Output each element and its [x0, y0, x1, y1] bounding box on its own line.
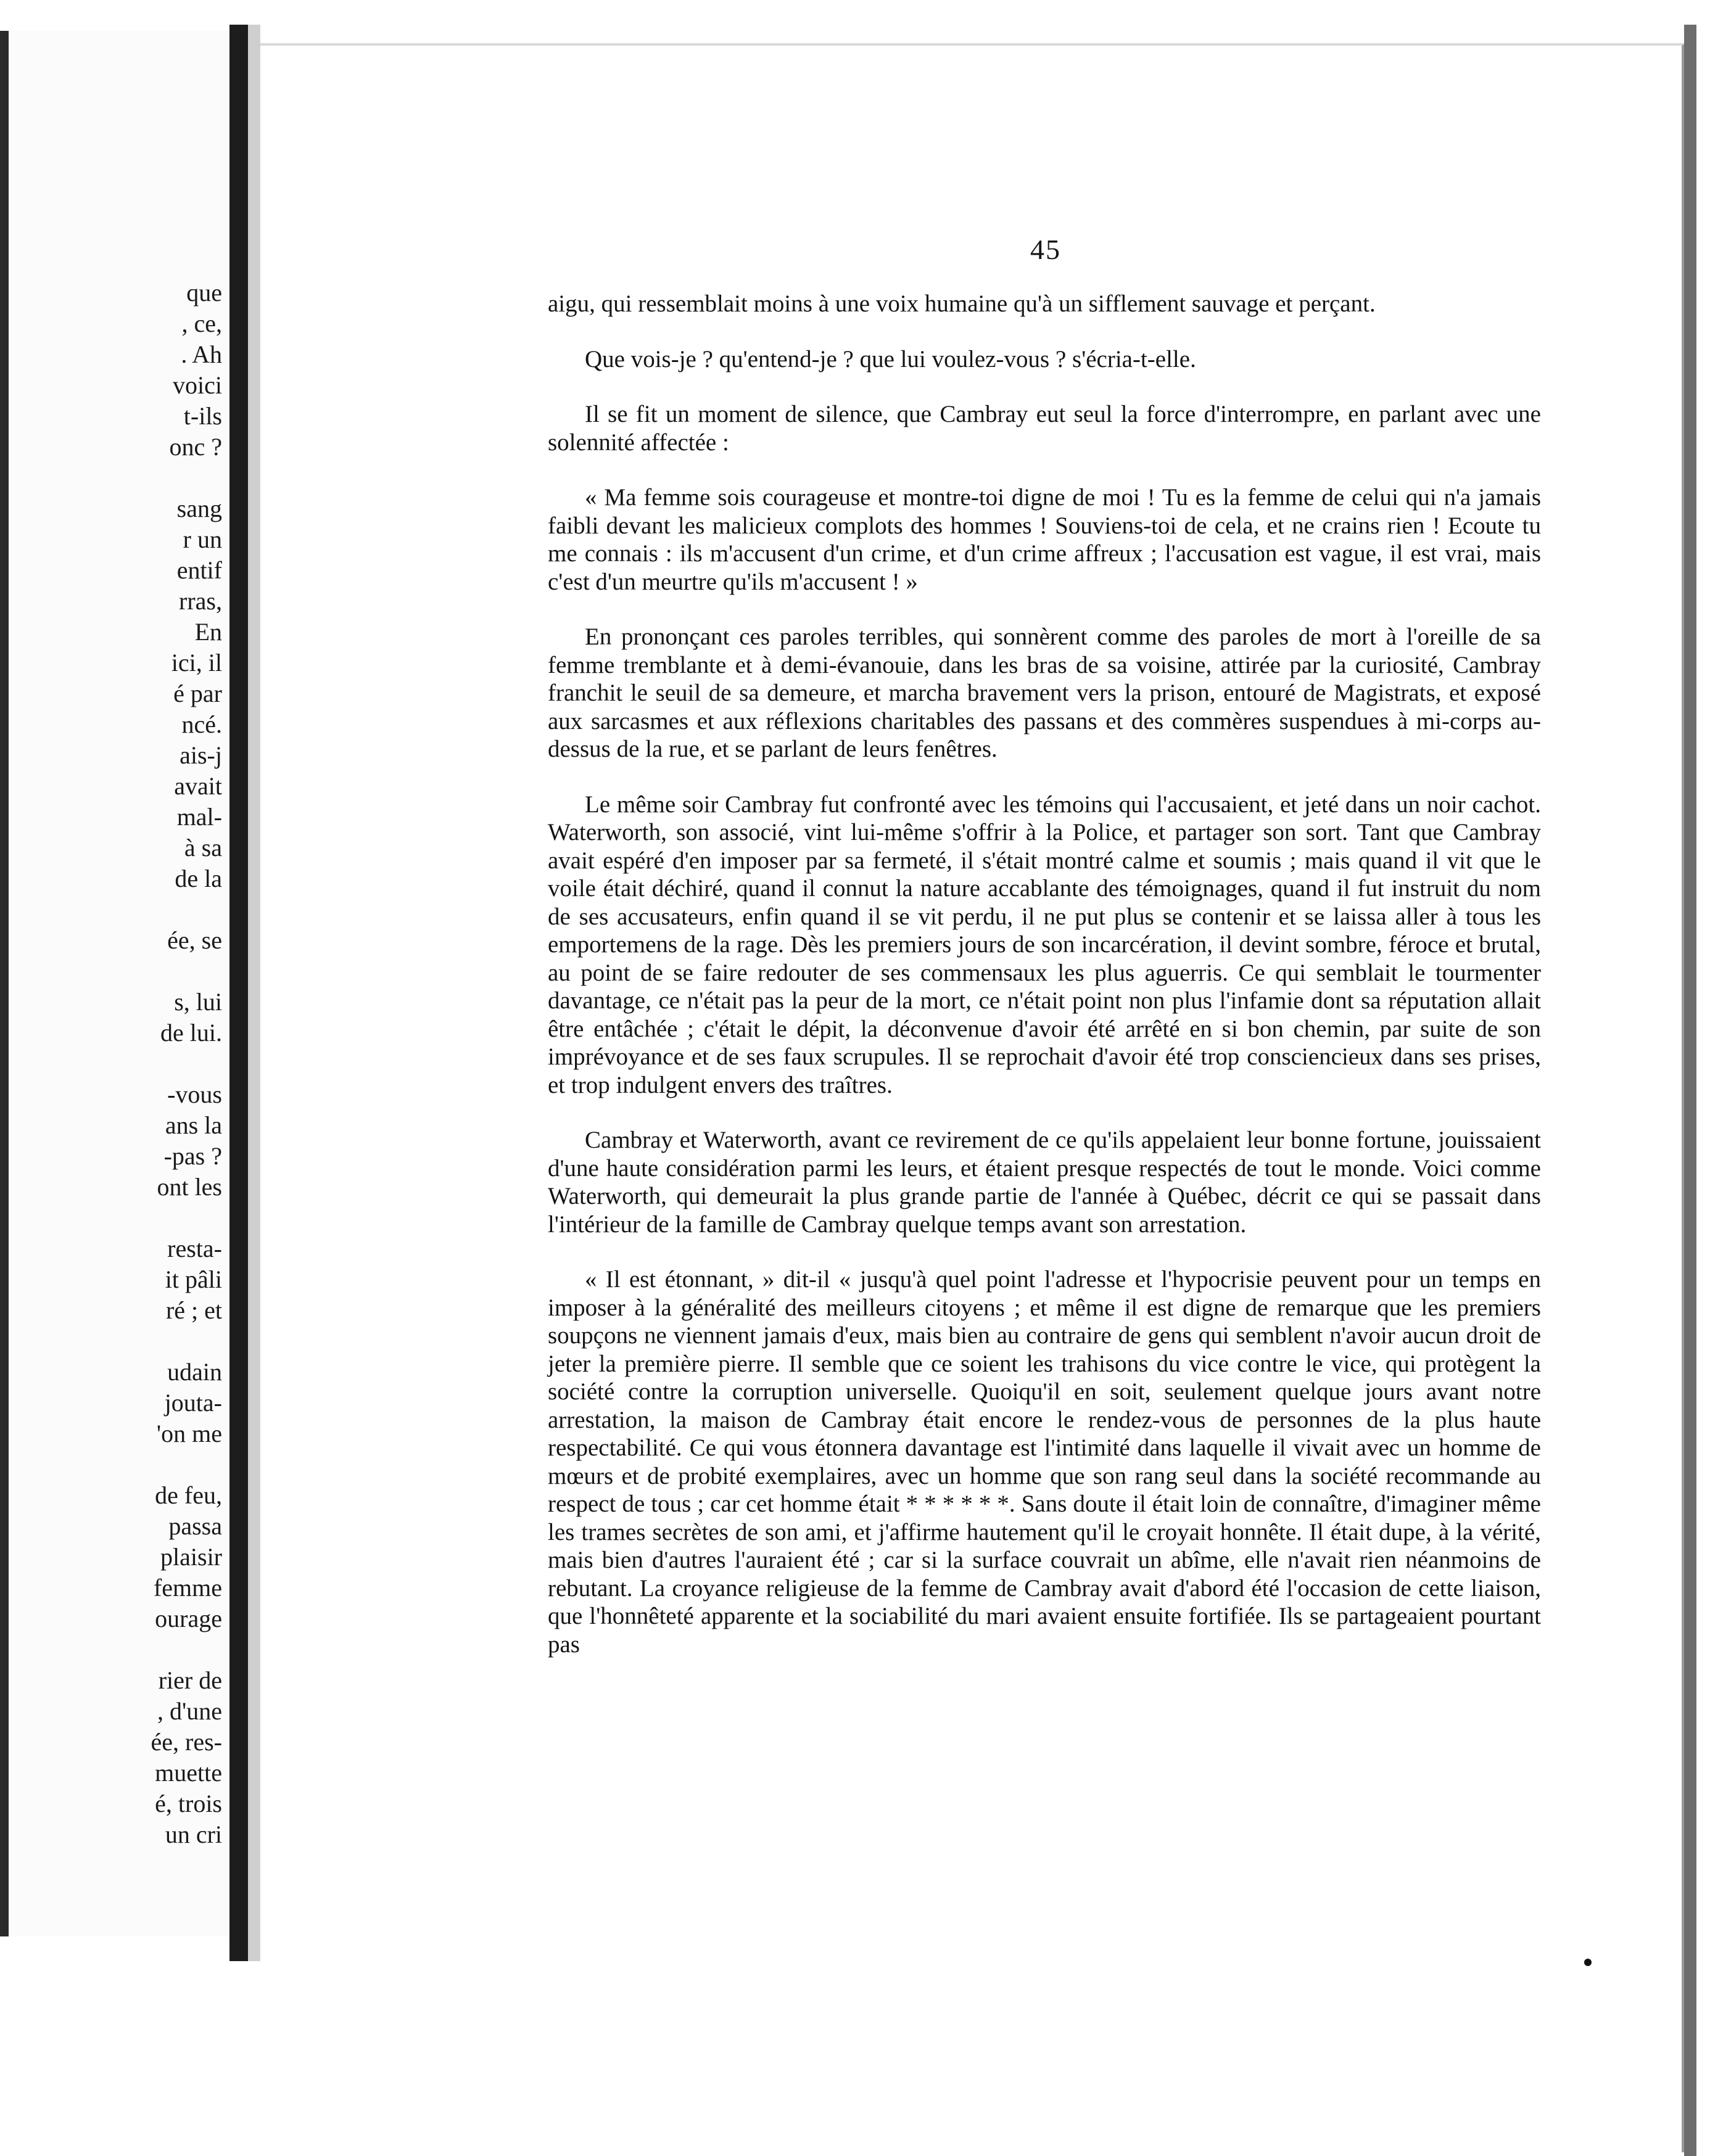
paragraph: « Il est étonnant, » dit-il « jusqu'à quel point l'adresse et l'hypocrisie peuvent pour un temps en imposer à la généralité des meilleurs citoyens ; et même il est digne de remarque que les premiers soupçons ne viennent jamais d'eux, mais bien au contraire de gens qui semblent n'avoir aucun droit de jeter la première pierre. Il semble que ce soient les trahisons du vice contre le vice, qui protègent la société contre la corruption universelle. Quoiqu'il en soit, seulement quelque jours avant notre arrestation, la maison de Cambray était encore le rendez-vous de personnes de la plus haute respectabilité. Ce qui vous étonnera davantage est l'intimité dans laquelle il vivait avec un homme de mœurs et de probité exemplaires, avec un homme que son rang seul dans la société recommande au respect de tous ; car cet homme était * * * * * *. Sans doute il était loin de connaître, d'imaginer même les trames secrètes de son ami, et j'affirme hautement qu'il le croyait honnête. Il était dupe, à la vérité, mais bien d'autres l'auraient été ; car si la surface couvrait un abîme, elle n'avait rien néanmoins de rebutant. La croyance religieuse de la femme de Cambray avait d'abord été l'occasion de cette liaison, que l'honnêteté apparente et la sociabilité du mari avaient ensuite fortifiée. Ils se partageaient pourtant pas: [548, 1266, 1541, 1658]
left-page-edge: [0, 31, 9, 1936]
body-text: [548, 290, 1541, 1685]
gutter-shadow: [248, 25, 260, 1961]
paragraph: « Ma femme sois courageuse et montre-toi digne de moi ! Tu es la femme de celui qui n'a jamais faibli devant les malicieux complots des hommes ! Souviens-toi de cela, et ne crains rien ! Ecoute tu me connais : ils m'accusent d'un crime, et d'un crime affreux ; l'accusation est vague, il est vrai, mais c'est d'un meurtre qu'ils m'accusent ! »: [548, 484, 1541, 595]
left-page-text-fragment: que , ce, . Ah voici t-ils onc ? sang r un entif rras, En ici, il é par ncé. ais-j avait mal- à sa de la ée, se s, lui de lui. -vous ans la -pas ? ont les resta- it pâli ré ; et udain jouta- 'on me de feu, passa plaisir femme ourage rier de , d'une ée, res- muette é, trois un cri: [151, 279, 222, 1848]
paragraph: Le même soir Cambray fut confronté avec les témoins qui l'accusaient, et jeté dans un noir cachot. Waterworth, son associé, vint lui-même s'offrir à la Police, et partager son sort. Tant que Cambray avait espéré d'en imposer par sa fermeté, il s'était montré calme et soumis ; mais quand il vit que le voile était déchiré, quand il connut la nature accablante des témoignages, quand il fut instruit du nom de ses accusateurs, enfin quand il se vit perdu, il ne put plus se contenir et se laissa aller à tous les emportemens de la rage. Dès les premiers jours de son incarcération, il devint sombre, féroce et brutal, au point de se faire redouter de ses commensaux les plus aguerris. Ce qui semblait le tourmenter davantage, ce n'était pas la peur de la mort, ce n'était point non plus l'infamie dont sa réputation allait être entâchée ; c'était le dépit, la déconvenue d'avoir été arrêté en si bon chemin, par suite de son imprévoyance et de ses faux scrupules. Il se reprochait d'avoir été trop consciencieux dans ses prises, et trop indulgent envers des traîtres.: [548, 791, 1541, 1098]
page-number: 45: [1030, 234, 1061, 265]
right-page-edge: [1684, 25, 1696, 2156]
paragraph: En prononçant ces paroles terribles, qui sonnèrent comme des paroles de mort à l'oreille de sa femme tremblante et à demi-évanouie, dans les bras de sa voisine, attirée par la curiosité, Cambray franchit le seuil de sa demeure, et marcha bravement vers la prison, entouré de Magistrats, et exposé aux sarcasmes et aux réflexions charitables des passans et des commères suspendues à mi-corps au-dessus de la rue, et se parlant de leurs fenêtres.: [548, 623, 1541, 762]
paragraph: Que vois-je ? qu'entend-je ? que lui voulez-vous ? s'écria-t-elle.: [585, 345, 1196, 372]
book-gutter: [229, 25, 248, 1961]
left-page: [0, 31, 234, 1936]
paragraph: aigu, qui ressemblait moins à une voix humaine qu'à un sifflement sauvage et perçant.: [548, 290, 1376, 317]
paragraph: Cambray et Waterworth, avant ce revirement de ce qu'ils appelaient leur bonne fortune, jouissaient d'une haute considération parmi les leurs, et étaient presque respectés de tout le monde. Voici comme Waterworth, qui demeurait la plus grande partie de l'année à Québec, décrit ce qui se passait dans l'intérieur de la famille de Cambray quelque temps avant son arrestation.: [548, 1127, 1541, 1238]
ink-speck: [1584, 1959, 1592, 1966]
paragraph: Il se fit un moment de silence, que Cambray eut seul la force d'interrompre, en parlant avec une solennité affectée :: [548, 401, 1541, 456]
